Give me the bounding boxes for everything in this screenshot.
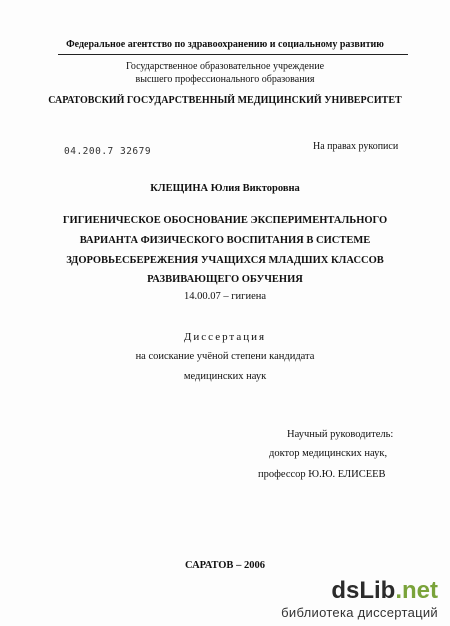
supervisor-label: Научный руководитель: [287, 429, 394, 440]
thesis-title-line-1: ГИГИЕНИЧЕСКОЕ ОБОСНОВАНИЕ ЭКСПЕРИМЕНТАЛЬНОГО [62, 215, 388, 226]
thesis-title-line-3: ЗДОРОВЬЕСБЕРЕЖЕНИЯ УЧАЩИХСЯ МЛАДШИХ КЛАССОВ [66, 255, 384, 266]
library-stamp: 04.200.7 32679 [64, 146, 152, 157]
header-divider [58, 54, 408, 55]
dissertation-label: Диссертация [183, 331, 267, 343]
dslib-watermark [281, 579, 438, 620]
institution-line-1: Государственное образовательное учреждение [125, 61, 325, 72]
agency-line: Федеральное агентство по здравоохранению и социальному развитию [66, 39, 384, 50]
specialty-code: 14.00.07 – гигиена [183, 291, 267, 302]
watermark-subtitle: библиотека диссертаций [281, 605, 438, 620]
author-name: КЛЕЩИНА Юлия Викторовна [150, 183, 300, 194]
degree-line-2: медицинских наук [183, 371, 267, 382]
supervisor-name: профессор Ю.Ю. ЕЛИСЕЕВ [258, 469, 386, 480]
dslib-logo: dsLib.net [331, 577, 438, 604]
institution-line-2: высшего профессионального образования [135, 74, 315, 85]
supervisor-degree: доктор медицинских наук, [269, 448, 388, 459]
thesis-title-line-2: ВАРИАНТА ФИЗИЧЕСКОГО ВОСПИТАНИЯ В СИСТЕМЕ [79, 235, 371, 246]
manuscript-note: На правах рукописи [313, 141, 399, 152]
place-year: САРАТОВ – 2006 [185, 560, 265, 571]
thesis-title-line-4: РАЗВИВАЮЩЕГО ОБУЧЕНИЯ [147, 274, 303, 285]
degree-line-1: на соискание учёной степени кандидата [135, 351, 315, 362]
university-name: САРАТОВСКИЙ ГОСУДАРСТВЕННЫЙ МЕДИЦИНСКИЙ УНИВЕРСИТЕТ [48, 95, 402, 106]
